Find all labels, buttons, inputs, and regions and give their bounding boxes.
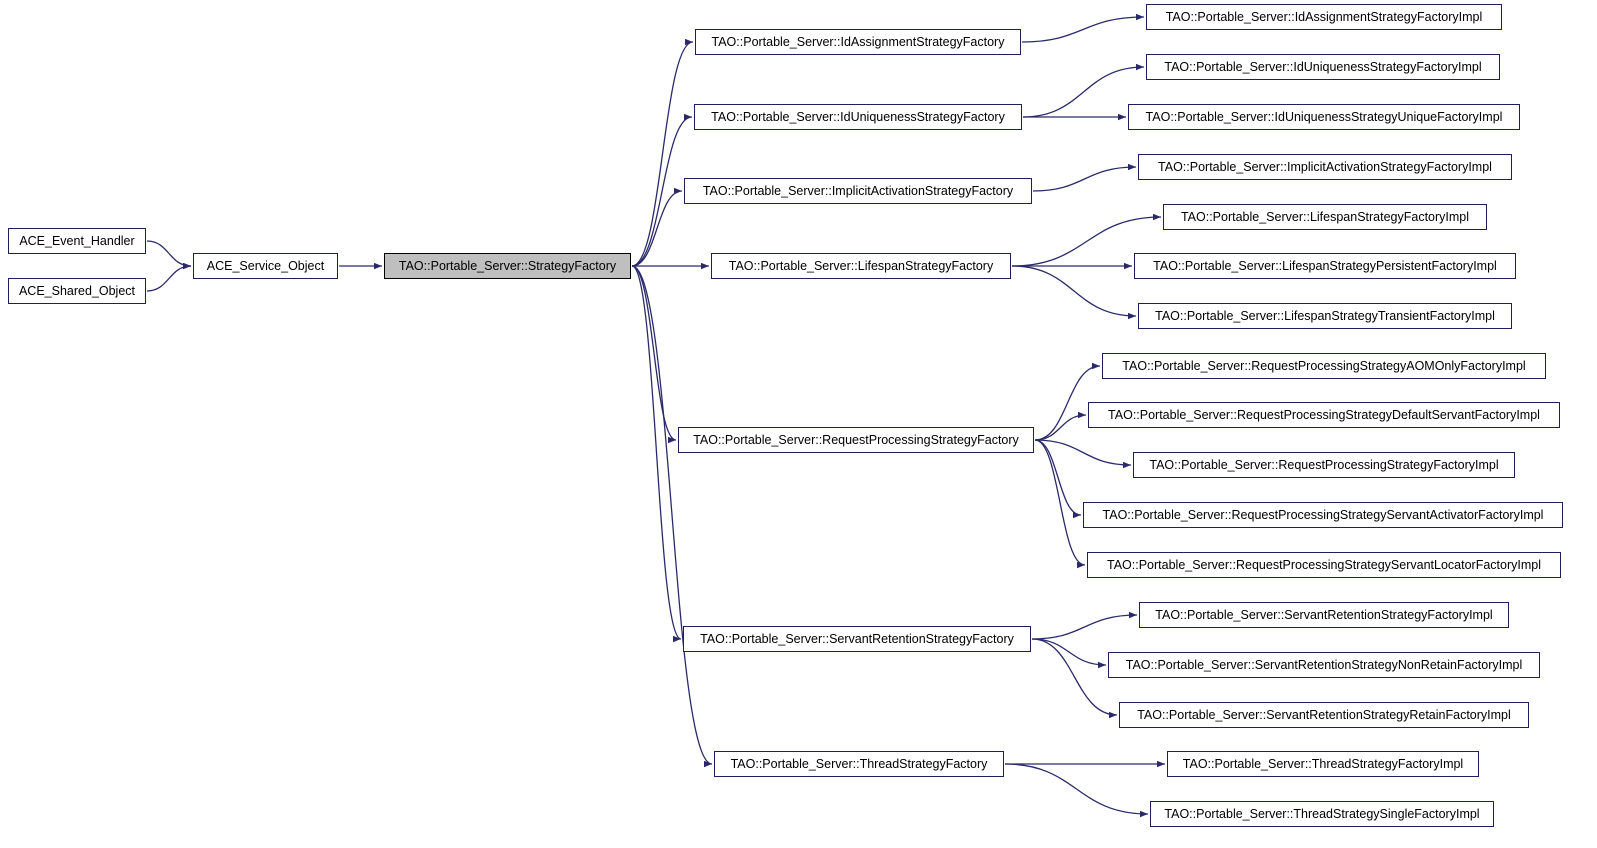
- inheritance-edge: [632, 42, 693, 266]
- class-node-rp_servant_locator_impl[interactable]: [1087, 552, 1561, 578]
- class-node-label: TAO::Portable_Server::IdUniquenessStrategyFactoryImpl: [1164, 59, 1482, 74]
- class-node-label: ACE_Shared_Object: [18, 283, 136, 298]
- class-node-id_assignment_factory[interactable]: [695, 29, 1021, 55]
- class-node-ace_shared_object[interactable]: [8, 278, 146, 304]
- class-node-label: ACE_Service_Object: [206, 258, 325, 273]
- class-node-strategy_factory[interactable]: [384, 253, 631, 279]
- inheritance-edge: [1005, 764, 1148, 814]
- class-node-label: ACE_Event_Handler: [19, 233, 135, 248]
- class-node-label: TAO::Portable_Server::ImplicitActivationStrategyFactory: [702, 183, 1014, 198]
- class-node-lifespan_impl[interactable]: [1163, 204, 1487, 230]
- class-node-rp_servant_activator_impl[interactable]: [1083, 502, 1563, 528]
- inheritance-edge: [1032, 615, 1137, 639]
- inheritance-edge: [1035, 440, 1131, 465]
- class-node-sr_non_retain_impl[interactable]: [1108, 652, 1540, 678]
- class-node-label: TAO::Portable_Server::LifespanStrategyFactoryImpl: [1180, 209, 1470, 224]
- class-node-label: TAO::Portable_Server::ServantRetentionStrategyRetainFactoryImpl: [1137, 707, 1511, 722]
- class-node-label: TAO::Portable_Server::RequestProcessingStrategyFactoryImpl: [1149, 457, 1499, 472]
- inheritance-edge: [1033, 167, 1136, 191]
- inheritance-edge: [147, 241, 191, 266]
- class-node-label: TAO::Portable_Server::RequestProcessingStrategyAOMOnlyFactoryImpl: [1122, 358, 1526, 373]
- inheritance-edge: [632, 266, 712, 764]
- class-node-label: TAO::Portable_Server::ServantRetentionStrategyFactory: [700, 631, 1014, 646]
- class-node-sr_retain_impl[interactable]: [1119, 702, 1529, 728]
- class-node-thread_factory_impl[interactable]: [1167, 751, 1479, 777]
- inheritance-edge: [632, 266, 676, 440]
- class-node-label: TAO::Portable_Server::LifespanStrategyTransientFactoryImpl: [1155, 308, 1495, 323]
- class-node-lifespan_transient_impl[interactable]: [1138, 303, 1512, 329]
- class-node-label: TAO::Portable_Server::LifespanStrategyPersistentFactoryImpl: [1153, 258, 1497, 273]
- class-node-ace_event_handler[interactable]: [8, 228, 146, 254]
- class-node-label: TAO::Portable_Server::IdUniquenessStrategyFactory: [711, 109, 1005, 124]
- class-node-label: TAO::Portable_Server::RequestProcessingStrategyDefaultServantFactoryImpl: [1108, 407, 1540, 422]
- inheritance-edge: [1022, 17, 1144, 42]
- class-node-id_uniqueness_factory[interactable]: [694, 104, 1022, 130]
- class-node-rp_default_servant_impl[interactable]: [1088, 402, 1560, 428]
- class-node-ace_service_object[interactable]: [193, 253, 338, 279]
- class-node-label: TAO::Portable_Server::IdUniquenessStrategyUniqueFactoryImpl: [1145, 109, 1503, 124]
- class-node-servant_retention_factory[interactable]: [683, 626, 1031, 652]
- class-node-label: TAO::Portable_Server::ServantRetentionStrategyFactoryImpl: [1155, 607, 1493, 622]
- class-node-label: TAO::Portable_Server::ServantRetentionStrategyNonRetainFactoryImpl: [1125, 657, 1523, 672]
- class-node-thread_single_impl[interactable]: [1150, 801, 1494, 827]
- class-node-id_assignment_impl[interactable]: [1146, 4, 1502, 30]
- class-node-label: TAO::Portable_Server::RequestProcessingStrategyServantLocatorFactoryImpl: [1107, 557, 1541, 572]
- class-node-thread_factory[interactable]: [714, 751, 1004, 777]
- inheritance-edge: [1012, 266, 1136, 316]
- class-node-sr_factory_impl[interactable]: [1139, 602, 1509, 628]
- class-node-label: TAO::Portable_Server::RequestProcessingStrategyFactory: [693, 432, 1019, 447]
- class-node-id_uniqueness_impl[interactable]: [1146, 54, 1500, 80]
- inheritance-edge: [147, 266, 191, 291]
- class-node-label: TAO::Portable_Server::ImplicitActivationStrategyFactoryImpl: [1158, 159, 1492, 174]
- inheritance-edge: [1032, 639, 1106, 665]
- class-node-label: TAO::Portable_Server::IdAssignmentStrategyFactory: [711, 34, 1005, 49]
- inheritance-edge: [1035, 440, 1085, 565]
- class-node-rp_aom_only_impl[interactable]: [1102, 353, 1546, 379]
- class-node-implicit_activation_factory[interactable]: [684, 178, 1032, 204]
- inheritance-edge: [1032, 639, 1117, 715]
- class-node-label: TAO::Portable_Server::IdAssignmentStrategyFactoryImpl: [1165, 9, 1483, 24]
- class-node-lifespan_persistent_impl[interactable]: [1134, 253, 1516, 279]
- inheritance-edge: [632, 191, 682, 266]
- inheritance-edge: [1023, 67, 1144, 117]
- inheritance-edge: [1035, 415, 1086, 440]
- class-node-rp_factory_impl[interactable]: [1133, 452, 1515, 478]
- inheritance-edge: [632, 117, 692, 266]
- class-node-request_processing_factory[interactable]: [678, 427, 1034, 453]
- class-node-implicit_activation_impl[interactable]: [1138, 154, 1512, 180]
- class-node-label: TAO::Portable_Server::ThreadStrategyFactory: [730, 756, 988, 771]
- class-node-id_uniqueness_unique_impl[interactable]: [1128, 104, 1520, 130]
- class-node-label: TAO::Portable_Server::LifespanStrategyFactory: [728, 258, 994, 273]
- class-node-label: TAO::Portable_Server::ThreadStrategyFactoryImpl: [1182, 756, 1464, 771]
- inheritance-edge: [632, 266, 681, 639]
- class-node-label: TAO::Portable_Server::StrategyFactory: [398, 258, 617, 273]
- class-node-lifespan_factory[interactable]: [711, 253, 1011, 279]
- class-node-label: TAO::Portable_Server::ThreadStrategySingleFactoryImpl: [1164, 806, 1480, 821]
- class-node-label: TAO::Portable_Server::RequestProcessingStrategyServantActivatorFactoryImpl: [1102, 507, 1544, 522]
- inheritance-edge: [1035, 440, 1081, 515]
